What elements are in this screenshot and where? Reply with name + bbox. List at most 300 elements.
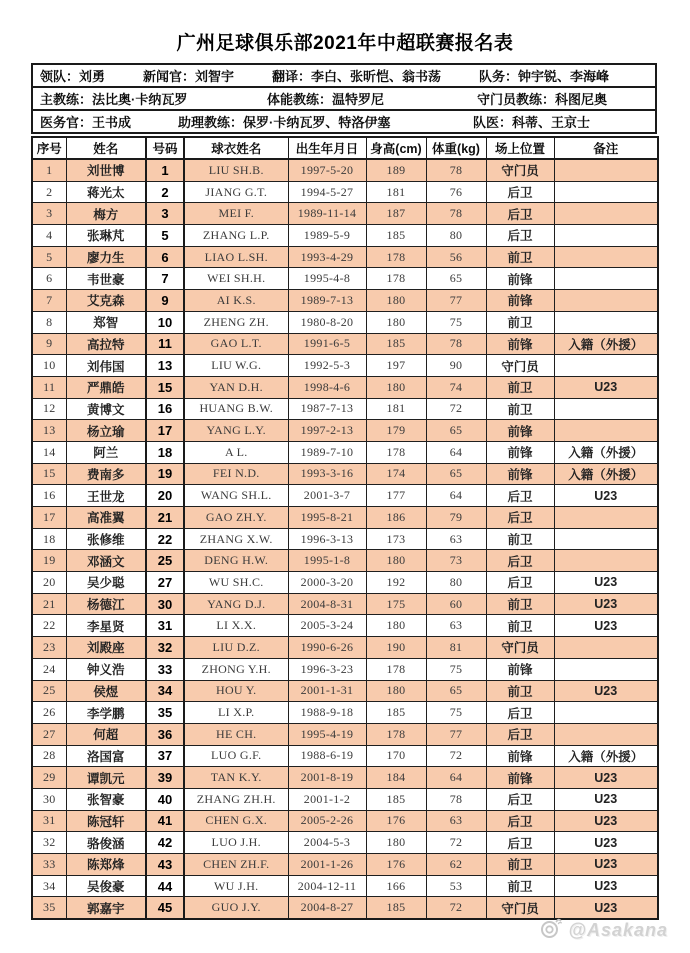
watermark-text: @Asakana bbox=[568, 920, 668, 940]
cell-position: 后卫 bbox=[486, 702, 554, 724]
cell-position: 后卫 bbox=[486, 788, 554, 810]
cell-height: 178 bbox=[366, 723, 426, 745]
cell-weight: 80 bbox=[426, 225, 486, 247]
cell-number: 27 bbox=[146, 572, 184, 594]
cell-name: 刘殿座 bbox=[66, 637, 146, 659]
cell-height: 197 bbox=[366, 355, 426, 377]
cell-number: 21 bbox=[146, 507, 184, 529]
cell-birthdate: 2000-3-20 bbox=[288, 572, 366, 594]
cell-jersey: LUO G.F. bbox=[184, 745, 288, 767]
cell-position: 前卫 bbox=[486, 398, 554, 420]
cell-birthdate: 1995-1-8 bbox=[288, 550, 366, 572]
cell-position: 守门员 bbox=[486, 355, 554, 377]
cell-index: 8 bbox=[32, 311, 66, 333]
cell-weight: 64 bbox=[426, 767, 486, 789]
cell-height: 178 bbox=[366, 268, 426, 290]
table-row bbox=[32, 788, 658, 810]
cell-birthdate: 2004-8-27 bbox=[288, 897, 366, 919]
staff-team-affairs: 队务：钟宇锐、李海峰 bbox=[479, 69, 610, 84]
cell-weight: 64 bbox=[426, 485, 486, 507]
cell-index: 31 bbox=[32, 810, 66, 832]
col-header-index: 序号 bbox=[32, 137, 66, 159]
cell-birthdate: 1993-3-16 bbox=[288, 463, 366, 485]
cell-index: 24 bbox=[32, 658, 66, 680]
cell-name: 李星贤 bbox=[66, 615, 146, 637]
table-row bbox=[32, 767, 658, 789]
cell-name: 韦世豪 bbox=[66, 268, 146, 290]
cell-height: 166 bbox=[366, 875, 426, 897]
cell-remark bbox=[554, 311, 658, 333]
cell-birthdate: 1989-7-10 bbox=[288, 441, 366, 463]
cell-height: 180 bbox=[366, 311, 426, 333]
cell-number: 2 bbox=[146, 181, 184, 203]
cell-name: 洛国富 bbox=[66, 745, 146, 767]
cell-jersey: ZHENG ZH. bbox=[184, 311, 288, 333]
cell-remark bbox=[554, 528, 658, 550]
table-row bbox=[32, 507, 658, 529]
cell-number: 36 bbox=[146, 723, 184, 745]
cell-remark: U23 bbox=[554, 788, 658, 810]
cell-remark: U23 bbox=[554, 875, 658, 897]
cell-index: 30 bbox=[32, 788, 66, 810]
cell-height: 170 bbox=[366, 745, 426, 767]
cell-remark: U23 bbox=[554, 615, 658, 637]
cell-remark bbox=[554, 420, 658, 442]
table-row bbox=[32, 203, 658, 225]
cell-birthdate: 1996-3-23 bbox=[288, 658, 366, 680]
cell-index: 18 bbox=[32, 528, 66, 550]
staff-medical-officer: 医务官：王书成 bbox=[40, 115, 132, 130]
cell-index: 33 bbox=[32, 854, 66, 876]
player-table-body bbox=[32, 159, 658, 919]
cell-jersey: CHEN G.X. bbox=[184, 810, 288, 832]
cell-remark bbox=[554, 203, 658, 225]
cell-index: 16 bbox=[32, 485, 66, 507]
cell-birthdate: 2001-3-7 bbox=[288, 485, 366, 507]
cell-birthdate: 1997-5-20 bbox=[288, 159, 366, 181]
cell-birthdate: 1989-7-13 bbox=[288, 290, 366, 312]
cell-birthdate: 1995-4-8 bbox=[288, 268, 366, 290]
cell-index: 21 bbox=[32, 593, 66, 615]
cell-remark: 入籍（外援） bbox=[554, 441, 658, 463]
table-row bbox=[32, 615, 658, 637]
cell-number: 45 bbox=[146, 897, 184, 919]
cell-height: 177 bbox=[366, 485, 426, 507]
cell-position: 前锋 bbox=[486, 745, 554, 767]
table-row bbox=[32, 268, 658, 290]
cell-number: 40 bbox=[146, 788, 184, 810]
cell-jersey: FEI N.D. bbox=[184, 463, 288, 485]
cell-height: 180 bbox=[366, 550, 426, 572]
cell-position: 后卫 bbox=[486, 832, 554, 854]
cell-jersey: ZHANG L.P. bbox=[184, 225, 288, 247]
cell-remark: U23 bbox=[554, 767, 658, 789]
cell-weight: 63 bbox=[426, 810, 486, 832]
cell-remark bbox=[554, 268, 658, 290]
table-row bbox=[32, 376, 658, 398]
cell-remark: U23 bbox=[554, 485, 658, 507]
table-row bbox=[32, 572, 658, 594]
cell-height: 185 bbox=[366, 702, 426, 724]
cell-index: 9 bbox=[32, 333, 66, 355]
cell-position: 前卫 bbox=[486, 246, 554, 268]
cell-weight: 75 bbox=[426, 311, 486, 333]
table-row bbox=[32, 528, 658, 550]
cell-jersey: YAN D.H. bbox=[184, 376, 288, 398]
cell-birthdate: 1980-8-20 bbox=[288, 311, 366, 333]
cell-index: 32 bbox=[32, 832, 66, 854]
table-row bbox=[32, 290, 658, 312]
cell-weight: 65 bbox=[426, 268, 486, 290]
col-header-remark: 备注 bbox=[554, 137, 658, 159]
table-row bbox=[32, 593, 658, 615]
cell-name: 陈郑烽 bbox=[66, 854, 146, 876]
cell-weight: 90 bbox=[426, 355, 486, 377]
cell-position: 前卫 bbox=[486, 615, 554, 637]
cell-weight: 78 bbox=[426, 788, 486, 810]
cell-name: 郭嘉宇 bbox=[66, 897, 146, 919]
cell-height: 179 bbox=[366, 420, 426, 442]
cell-jersey: LI X.P. bbox=[184, 702, 288, 724]
staff-fitness-coach: 体能教练：温特罗尼 bbox=[267, 92, 385, 107]
cell-weight: 78 bbox=[426, 333, 486, 355]
cell-remark bbox=[554, 290, 658, 312]
cell-jersey: CHEN ZH.F. bbox=[184, 854, 288, 876]
table-row bbox=[32, 723, 658, 745]
header-row bbox=[32, 137, 658, 159]
cell-birthdate: 1988-9-18 bbox=[288, 702, 366, 724]
cell-birthdate: 1997-2-13 bbox=[288, 420, 366, 442]
cell-jersey: WU J.H. bbox=[184, 875, 288, 897]
staff-translators: 翻译：李白、张昕恺、翁书荡 bbox=[272, 69, 442, 84]
cell-height: 185 bbox=[366, 333, 426, 355]
cell-weight: 75 bbox=[426, 702, 486, 724]
cell-number: 22 bbox=[146, 528, 184, 550]
col-header-position: 场上位置 bbox=[486, 137, 554, 159]
cell-jersey: YANG L.Y. bbox=[184, 420, 288, 442]
cell-birthdate: 1998-4-6 bbox=[288, 376, 366, 398]
cell-jersey: JIANG G.T. bbox=[184, 181, 288, 203]
cell-position: 后卫 bbox=[486, 572, 554, 594]
cell-name: 杨立瑜 bbox=[66, 420, 146, 442]
cell-number: 37 bbox=[146, 745, 184, 767]
cell-index: 20 bbox=[32, 572, 66, 594]
cell-height: 189 bbox=[366, 159, 426, 181]
cell-number: 3 bbox=[146, 203, 184, 225]
cell-number: 7 bbox=[146, 268, 184, 290]
col-header-number: 号码 bbox=[146, 137, 184, 159]
cell-number: 32 bbox=[146, 637, 184, 659]
cell-height: 192 bbox=[366, 572, 426, 594]
cell-remark: U23 bbox=[554, 572, 658, 594]
cell-name: 高拉特 bbox=[66, 333, 146, 355]
cell-number: 17 bbox=[146, 420, 184, 442]
cell-height: 175 bbox=[366, 593, 426, 615]
cell-jersey: HOU Y. bbox=[184, 680, 288, 702]
cell-position: 前锋 bbox=[486, 658, 554, 680]
cell-jersey: HUANG B.W. bbox=[184, 398, 288, 420]
cell-index: 7 bbox=[32, 290, 66, 312]
cell-name: 阿兰 bbox=[66, 441, 146, 463]
cell-birthdate: 1995-4-19 bbox=[288, 723, 366, 745]
cell-height: 173 bbox=[366, 528, 426, 550]
cell-remark: U23 bbox=[554, 680, 658, 702]
cell-weight: 79 bbox=[426, 507, 486, 529]
table-row bbox=[32, 333, 658, 355]
staff-row-2 bbox=[32, 87, 656, 110]
table-row bbox=[32, 355, 658, 377]
cell-index: 29 bbox=[32, 767, 66, 789]
table-row bbox=[32, 745, 658, 767]
cell-name: 骆俊涵 bbox=[66, 832, 146, 854]
cell-remark bbox=[554, 181, 658, 203]
cell-number: 11 bbox=[146, 333, 184, 355]
cell-birthdate: 1989-11-14 bbox=[288, 203, 366, 225]
roster-table bbox=[31, 136, 659, 920]
cell-weight: 64 bbox=[426, 441, 486, 463]
cell-index: 6 bbox=[32, 268, 66, 290]
cell-remark bbox=[554, 355, 658, 377]
cell-weight: 72 bbox=[426, 745, 486, 767]
cell-name: 邓涵文 bbox=[66, 550, 146, 572]
cell-position: 前卫 bbox=[486, 376, 554, 398]
cell-position: 前锋 bbox=[486, 333, 554, 355]
cell-jersey: LIAO L.SH. bbox=[184, 246, 288, 268]
cell-weight: 65 bbox=[426, 463, 486, 485]
cell-index: 2 bbox=[32, 181, 66, 203]
table-row bbox=[32, 854, 658, 876]
cell-birthdate: 2005-3-24 bbox=[288, 615, 366, 637]
cell-remark bbox=[554, 702, 658, 724]
cell-position: 前卫 bbox=[486, 875, 554, 897]
cell-height: 185 bbox=[366, 225, 426, 247]
col-header-weight: 体重(kg) bbox=[426, 137, 486, 159]
cell-position: 前锋 bbox=[486, 420, 554, 442]
cell-jersey: ZHANG X.W. bbox=[184, 528, 288, 550]
cell-birthdate: 1989-5-9 bbox=[288, 225, 366, 247]
cell-height: 180 bbox=[366, 615, 426, 637]
cell-position: 后卫 bbox=[486, 203, 554, 225]
cell-jersey: YANG D.J. bbox=[184, 593, 288, 615]
table-row bbox=[32, 246, 658, 268]
cell-index: 26 bbox=[32, 702, 66, 724]
cell-number: 43 bbox=[146, 854, 184, 876]
cell-weight: 72 bbox=[426, 398, 486, 420]
cell-birthdate: 1996-3-13 bbox=[288, 528, 366, 550]
cell-weight: 75 bbox=[426, 658, 486, 680]
table-row bbox=[32, 311, 658, 333]
cell-weight: 77 bbox=[426, 290, 486, 312]
table-row bbox=[32, 702, 658, 724]
cell-remark: U23 bbox=[554, 832, 658, 854]
cell-number: 33 bbox=[146, 658, 184, 680]
cell-jersey: WEI SH.H. bbox=[184, 268, 288, 290]
cell-jersey: ZHANG ZH.H. bbox=[184, 788, 288, 810]
cell-name: 吴俊豪 bbox=[66, 875, 146, 897]
cell-birthdate: 2001-1-2 bbox=[288, 788, 366, 810]
cell-index: 28 bbox=[32, 745, 66, 767]
cell-index: 25 bbox=[32, 680, 66, 702]
cell-number: 15 bbox=[146, 376, 184, 398]
cell-position: 后卫 bbox=[486, 810, 554, 832]
cell-birthdate: 1994-5-27 bbox=[288, 181, 366, 203]
cell-name: 费南多 bbox=[66, 463, 146, 485]
cell-index: 4 bbox=[32, 225, 66, 247]
cell-number: 19 bbox=[146, 463, 184, 485]
cell-jersey: GUO J.Y. bbox=[184, 897, 288, 919]
cell-height: 190 bbox=[366, 637, 426, 659]
cell-number: 34 bbox=[146, 680, 184, 702]
cell-position: 后卫 bbox=[486, 181, 554, 203]
cell-number: 13 bbox=[146, 355, 184, 377]
cell-number: 16 bbox=[146, 398, 184, 420]
cell-weight: 72 bbox=[426, 897, 486, 919]
cell-remark: U23 bbox=[554, 854, 658, 876]
cell-position: 后卫 bbox=[486, 225, 554, 247]
table-row bbox=[32, 810, 658, 832]
cell-height: 180 bbox=[366, 376, 426, 398]
cell-height: 185 bbox=[366, 897, 426, 919]
cell-height: 176 bbox=[366, 854, 426, 876]
cell-number: 30 bbox=[146, 593, 184, 615]
cell-jersey: HE CH. bbox=[184, 723, 288, 745]
table-row bbox=[32, 159, 658, 181]
cell-position: 后卫 bbox=[486, 723, 554, 745]
cell-weight: 72 bbox=[426, 832, 486, 854]
cell-position: 前锋 bbox=[486, 441, 554, 463]
staff-assistant-coaches: 助理教练：保罗·卡纳瓦罗、特洛伊塞 bbox=[178, 115, 391, 130]
cell-birthdate: 2004-12-11 bbox=[288, 875, 366, 897]
cell-name: 蒋光太 bbox=[66, 181, 146, 203]
cell-position: 后卫 bbox=[486, 550, 554, 572]
cell-position: 前卫 bbox=[486, 680, 554, 702]
cell-name: 郑智 bbox=[66, 311, 146, 333]
table-row bbox=[32, 897, 658, 919]
cell-remark bbox=[554, 723, 658, 745]
cell-birthdate: 1990-6-26 bbox=[288, 637, 366, 659]
cell-index: 5 bbox=[32, 246, 66, 268]
cell-remark: U23 bbox=[554, 376, 658, 398]
cell-weight: 77 bbox=[426, 723, 486, 745]
cell-number: 41 bbox=[146, 810, 184, 832]
cell-weight: 53 bbox=[426, 875, 486, 897]
table-row bbox=[32, 680, 658, 702]
cell-number: 31 bbox=[146, 615, 184, 637]
cell-name: 张修维 bbox=[66, 528, 146, 550]
cell-height: 180 bbox=[366, 680, 426, 702]
cell-height: 180 bbox=[366, 832, 426, 854]
cell-name: 吴少聪 bbox=[66, 572, 146, 594]
cell-position: 前卫 bbox=[486, 854, 554, 876]
cell-index: 19 bbox=[32, 550, 66, 572]
staff-press-officer: 新闻官：刘智宇 bbox=[143, 69, 235, 84]
cell-position: 守门员 bbox=[486, 637, 554, 659]
cell-birthdate: 2005-2-26 bbox=[288, 810, 366, 832]
cell-name: 严鼎皓 bbox=[66, 376, 146, 398]
weibo-eye-icon bbox=[539, 916, 563, 945]
table-row bbox=[32, 181, 658, 203]
cell-birthdate: 1988-6-19 bbox=[288, 745, 366, 767]
cell-remark bbox=[554, 225, 658, 247]
cell-remark bbox=[554, 658, 658, 680]
cell-index: 13 bbox=[32, 420, 66, 442]
cell-position: 守门员 bbox=[486, 897, 554, 919]
cell-jersey: A L. bbox=[184, 441, 288, 463]
cell-remark: U23 bbox=[554, 897, 658, 919]
cell-number: 18 bbox=[146, 441, 184, 463]
cell-height: 178 bbox=[366, 658, 426, 680]
cell-number: 39 bbox=[146, 767, 184, 789]
cell-name: 李学鹏 bbox=[66, 702, 146, 724]
staff-team-leader: 领队：刘勇 bbox=[40, 69, 106, 84]
cell-weight: 62 bbox=[426, 854, 486, 876]
cell-birthdate: 2001-8-19 bbox=[288, 767, 366, 789]
cell-weight: 80 bbox=[426, 572, 486, 594]
cell-jersey: MEI F. bbox=[184, 203, 288, 225]
watermark bbox=[539, 916, 668, 945]
cell-remark bbox=[554, 246, 658, 268]
cell-index: 10 bbox=[32, 355, 66, 377]
cell-birthdate: 2004-8-31 bbox=[288, 593, 366, 615]
table-row bbox=[32, 550, 658, 572]
cell-remark: U23 bbox=[554, 593, 658, 615]
cell-position: 前卫 bbox=[486, 528, 554, 550]
cell-index: 15 bbox=[32, 463, 66, 485]
cell-index: 11 bbox=[32, 376, 66, 398]
cell-number: 9 bbox=[146, 290, 184, 312]
cell-remark bbox=[554, 637, 658, 659]
cell-index: 1 bbox=[32, 159, 66, 181]
cell-birthdate: 1993-4-29 bbox=[288, 246, 366, 268]
cell-height: 180 bbox=[366, 290, 426, 312]
cell-jersey: LIU SH.B. bbox=[184, 159, 288, 181]
cell-jersey: GAO L.T. bbox=[184, 333, 288, 355]
cell-name: 廖力生 bbox=[66, 246, 146, 268]
cell-remark bbox=[554, 398, 658, 420]
cell-weight: 78 bbox=[426, 159, 486, 181]
cell-birthdate: 1995-8-21 bbox=[288, 507, 366, 529]
cell-position: 前锋 bbox=[486, 268, 554, 290]
cell-position: 后卫 bbox=[486, 507, 554, 529]
cell-birthdate: 1987-7-13 bbox=[288, 398, 366, 420]
cell-height: 181 bbox=[366, 181, 426, 203]
cell-index: 22 bbox=[32, 615, 66, 637]
cell-index: 12 bbox=[32, 398, 66, 420]
cell-position: 守门员 bbox=[486, 159, 554, 181]
cell-remark: 入籍（外援） bbox=[554, 333, 658, 355]
staff-row-3 bbox=[32, 110, 656, 133]
cell-index: 23 bbox=[32, 637, 66, 659]
cell-jersey: LI X.X. bbox=[184, 615, 288, 637]
staff-team-doctors: 队医：科蒂、王京士 bbox=[473, 115, 591, 130]
cell-weight: 60 bbox=[426, 593, 486, 615]
cell-position: 前锋 bbox=[486, 463, 554, 485]
table-row bbox=[32, 398, 658, 420]
cell-remark: 入籍（外援） bbox=[554, 745, 658, 767]
cell-weight: 63 bbox=[426, 528, 486, 550]
cell-remark bbox=[554, 550, 658, 572]
page-title: 广州足球俱乐部2021年中超联赛报名表 bbox=[176, 33, 514, 54]
cell-position: 后卫 bbox=[486, 485, 554, 507]
cell-weight: 65 bbox=[426, 420, 486, 442]
cell-jersey: GAO ZH.Y. bbox=[184, 507, 288, 529]
cell-number: 6 bbox=[146, 246, 184, 268]
cell-name: 侯煜 bbox=[66, 680, 146, 702]
cell-weight: 65 bbox=[426, 680, 486, 702]
cell-remark bbox=[554, 507, 658, 529]
cell-number: 5 bbox=[146, 225, 184, 247]
cell-number: 42 bbox=[146, 832, 184, 854]
